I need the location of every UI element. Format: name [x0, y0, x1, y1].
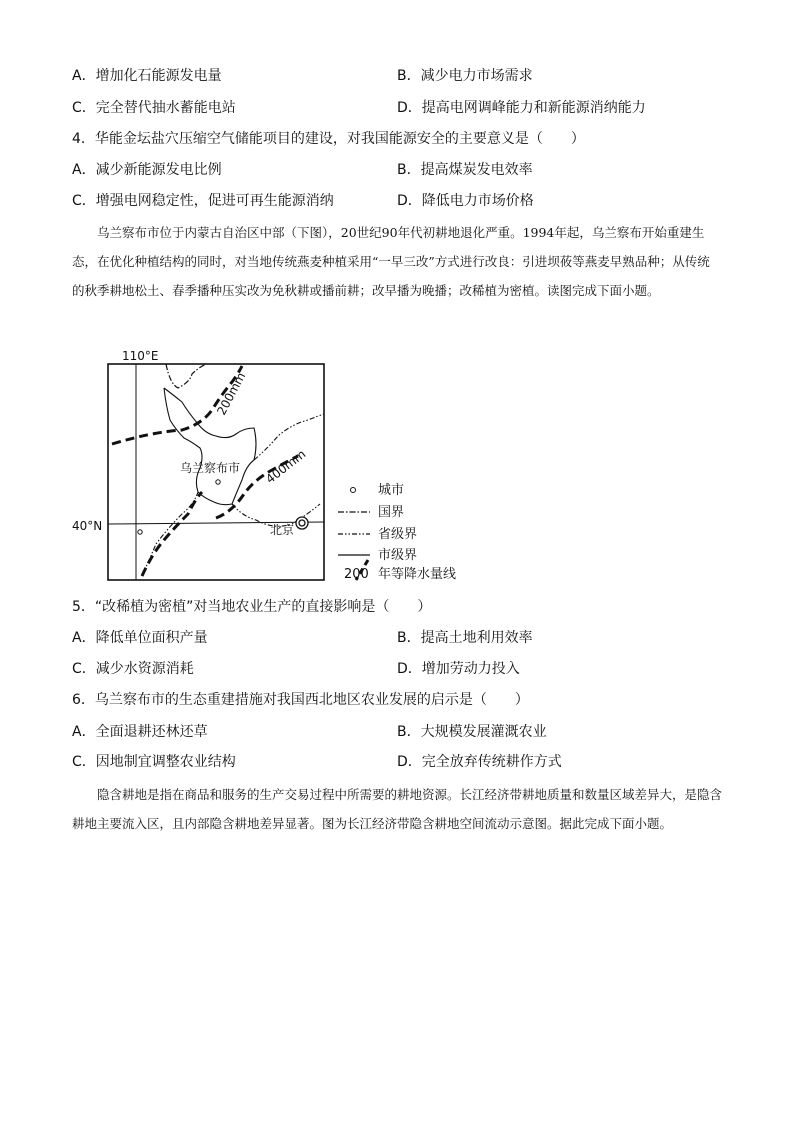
q4-option-c: C．增强电网稳定性，促进可再生能源消纳 [72, 193, 334, 209]
q4-stem: 4．华能金坛盐穴压缩空气储能项目的建设，对我国能源安全的主要意义是（ ） [72, 131, 585, 147]
legend-isohyet: 年等降水量线 [378, 567, 457, 582]
municipal-boundary [164, 388, 256, 505]
q4-option-b: B．提高煤炭发电效率 [397, 162, 533, 178]
isohyet-200-label: 200mm [214, 369, 249, 418]
q3-option-a: A．增加化石能源发电量 [72, 68, 222, 84]
q6-stem: 6．乌兰察布市的生态重建措施对我国西北地区农业发展的启示是（ ） [72, 692, 529, 708]
beijing-label: 北京 [270, 523, 295, 537]
provincial-boundary [142, 414, 324, 576]
q4-option-d: D．降低电力市场价格 [397, 193, 534, 209]
q5-option-b: B．提高土地利用效率 [397, 630, 533, 646]
q5-option-d: D．增加劳动力投入 [397, 661, 520, 677]
q6-option-c: C．因地制宜调整农业结构 [72, 754, 236, 770]
q6-option-b: B．大规模发展灌溉农业 [397, 724, 547, 740]
q6-option-a: A．全面退耕还林还草 [72, 724, 208, 740]
q5-option-c: C．减少水资源消耗 [72, 661, 194, 677]
map-legend [338, 483, 456, 582]
ulanqab-map [72, 344, 472, 584]
q6-option-d: D．完全放弃传统耕作方式 [397, 754, 562, 770]
q4-option-a: A．减少新能源发电比例 [72, 162, 222, 178]
ulanqab-label: 乌兰察布市 [180, 461, 241, 475]
lat-label: 40°N [72, 519, 103, 533]
q5-option-a: A．降低单位面积产量 [72, 630, 208, 646]
passage-hidden-farmland: 隐含耕地是指在商品和服务的生产交易过程中所需要的耕地资源。长江经济带耕地质量和数量区域差异大，是隐含耕地主要流入区，且内部隐含耕地差异显著。图为长江经济带隐含耕地空间流动示意图。据此完成下面小题。 [72, 787, 723, 831]
q3-option-c: C．完全替代抽水蓄能电站 [72, 100, 236, 116]
q5-stem: 5．“改稀植为密植”对当地农业生产的直接影响是（ ） [72, 599, 432, 615]
passage-ulanqab: 乌兰察布市位于内蒙古自治区中部（下图），20世纪90年代初耕地退化严重。1994年起，乌兰察布开始重建生态，在优化种植结构的同时，对当地传统燕麦种植采用“一早三改”方式进行改良：引进坝莜等燕麦早熟品种；从传统的秋季耕地松土、春季播种压实改为免秋耕或播前耕；改早播为晚播；改稀植为密植。读图完成下面小题。 [72, 225, 710, 298]
legend-national: 国界 [378, 505, 405, 520]
legend-isohyet-value: 200 [344, 567, 369, 582]
ulanqab-city-marker [216, 480, 220, 484]
isohyet-400-label: 400mm [263, 446, 309, 487]
legend-provincial: 省级界 [378, 527, 418, 542]
lon-label: 110°E [122, 349, 159, 363]
city-marker-small [138, 530, 142, 534]
q3-option-b: B．减少电力市场需求 [397, 68, 533, 84]
legend-municipal: 市级界 [378, 548, 418, 563]
national-border [166, 364, 206, 388]
legend-city: 城市 [378, 483, 405, 498]
q3-option-d: D．提高电网调峰能力和新能源消纳能力 [397, 100, 646, 116]
